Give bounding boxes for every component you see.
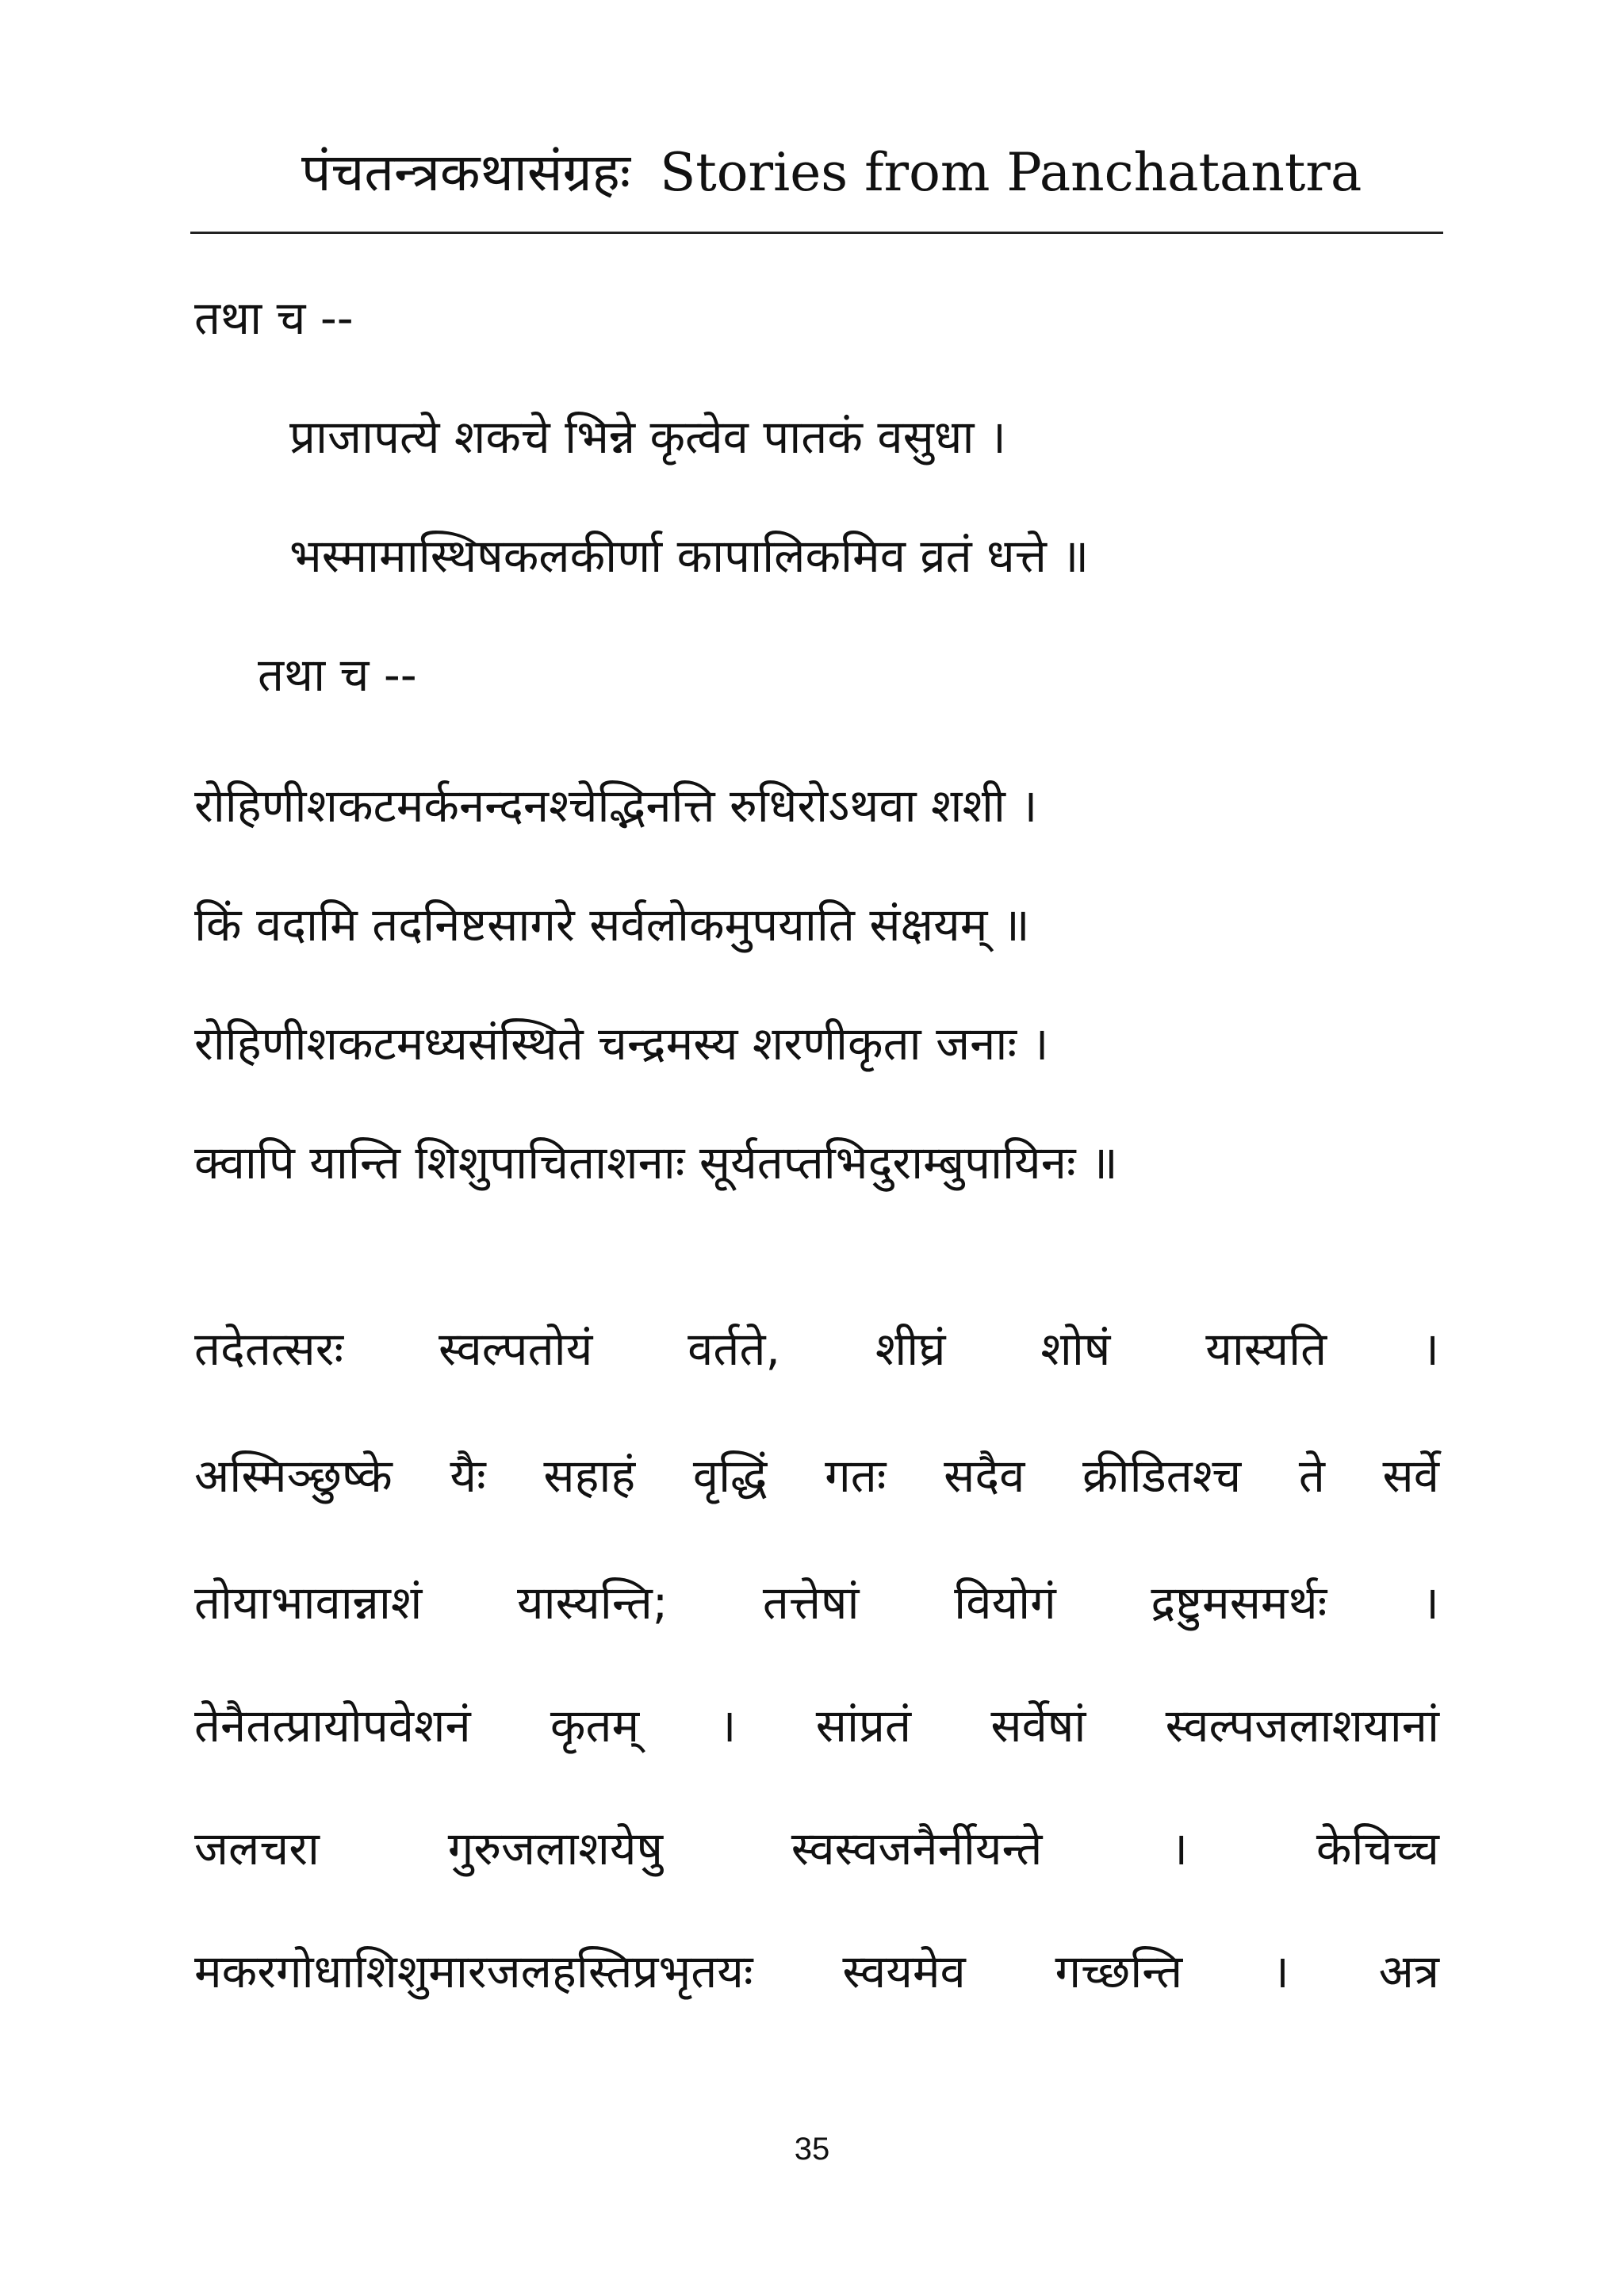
verse-2-line-1: रोहिणीशकटमर्कनन्दनश्चेद्भिनत्ति रुधिरोऽथवा शशी । bbox=[194, 779, 1038, 833]
header-sanskrit-title: पंचतन्त्रकथासंग्रहः bbox=[301, 142, 631, 203]
page-number: 35 bbox=[794, 2132, 830, 2167]
header-title bbox=[301, 142, 1362, 203]
prose-line-3: तोयाभावान्नाशं यास्यन्ति; तत्तेषां वियोगं द्रष्टुमसमर्थः । bbox=[194, 1576, 1439, 1630]
prose-line-1: तदेतत्सरः स्वल्पतोयं वर्तते, शीघ्रं शोषं यास्यति । bbox=[194, 1322, 1439, 1376]
header-english-title: Stories from Panchatantra bbox=[660, 142, 1362, 203]
verse-1-line-1: प्राजापत्ये शकचे भिन्ने कृत्वेव पातकं वसुधा । bbox=[289, 410, 1006, 464]
intro-line-2: तथा च -- bbox=[258, 648, 417, 702]
prose-line-5: जलचरा गुरुजलाशयेषु स्वस्वजनैर्नीयन्ते । केचिच्च bbox=[194, 1822, 1439, 1875]
prose-line-6: मकरगोधाशिशुमारजलहस्तिप्रभृतयः स्वयमेव गच्छन्ति । अत्र bbox=[194, 1944, 1439, 1998]
verse-2-line-2: किं वदामि तदनिष्टसागरे सर्वलोकमुपयाति संक्षयम् ॥ bbox=[194, 898, 1030, 952]
verse-2-line-4: क्वापि यान्ति शिशुपाचिताशनाः सूर्यतप्तभिदुराम्बुपायिनः ॥ bbox=[194, 1136, 1118, 1190]
prose-line-2: अस्मिञ्छुष्के यैः सहाहं वृद्धिं गतः सदैव क्रीडितश्च ते सर्वे bbox=[194, 1449, 1439, 1503]
running-header bbox=[190, 139, 1443, 226]
intro-line-1: तथा च -- bbox=[194, 291, 354, 345]
header-rule bbox=[190, 232, 1443, 234]
verse-2-line-3: रोहिणीशकटमध्यसंस्थिते चन्द्रमस्य शरणीकृता जनाः । bbox=[194, 1017, 1049, 1071]
verse-1-line-2: भस्मामास्थिषकलकीर्णा कापालिकमिव व्रतं धत्ते ॥ bbox=[289, 529, 1090, 583]
prose-line-4: तेनैतत्प्रायोपवेशनं कृतम् । सांप्रतं सर्वेषां स्वल्पजलाशयानां bbox=[194, 1699, 1439, 1753]
